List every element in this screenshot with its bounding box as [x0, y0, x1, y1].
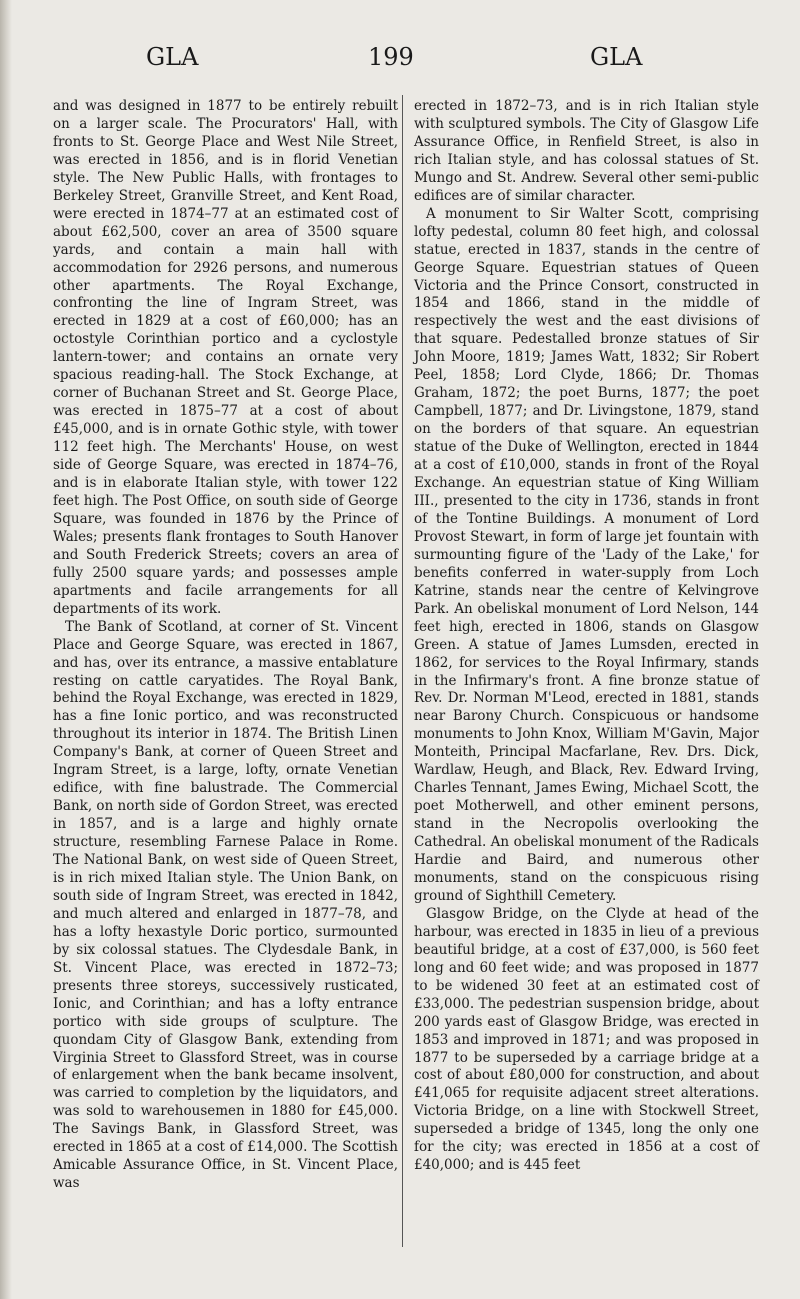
- page-number: 199: [368, 43, 414, 71]
- left-column: [53, 98, 398, 1193]
- header-right-catchword: GLA: [590, 43, 643, 71]
- paragraph: erected in 1872–73, and is in rich Italian style with sculptured symbols. The City of Glasgow Life Assurance Office, in Renfield Street, is also in rich Italian style, and has colossal statues of St. Mungo and St. Andrew. Several other semi-public edifices are of similar character.: [414, 98, 759, 204]
- book-spine-shadow: [0, 0, 12, 1299]
- running-header: [0, 42, 800, 72]
- column-divider: [402, 95, 403, 1247]
- paragraph: and was designed in 1877 to be entirely rebuilt on a larger scale. The Procurators' Hall, with fronts to St. George Place and West Nile Street, was erected in 1856, and is in florid Venetian style. The New Public Halls, with frontages to Berkeley Street, Granville Street, and Kent Road, were erected in 1874–77 at an estimated cost of about £62,500, cover an area of 3500 square yards, and contain a main hall with accommodation for 2926 persons, and numerous other apartments. The Royal Exchange, confronting the line of Ingram Street, was erected in 1829 at a cost of £60,000; has an octostyle Corinthian portico and a cyclostyle lantern-tower; and contains an ornate very spacious reading-hall. The Stock Exchange, at corner of Buchanan Street and St. George Place, was erected in 1875–77 at a cost of about £45,000, and is in ornate Gothic style, with tower 112 feet high. The Merchants' House, on west side of George Square, was erected in 1874–76, and is in elaborate Italian style, with tower 122 feet high. The Post Office, on south side of George Square, was founded in 1876 by the Prince of Wales; presents flank frontages to South Hanover and South Frederick Streets; covers an area of fully 2500 square yards; and possesses ample apartments and facile arrangements for all departments of its work.: [53, 98, 398, 617]
- header-left-catchword: GLA: [146, 43, 199, 71]
- right-column: [414, 98, 759, 1175]
- paragraph: The Bank of Scotland, at corner of St. Vincent Place and George Square, was erected in 1867, and has, over its entrance, a massive entablature resting on cattle caryatides. The Royal Bank, behind the Royal Exchange, was erected in 1829, has a fine Ionic portico, and was reconstructed throughout its interior in 1874. The British Linen Company's Bank, at corner of Queen Street and Ingram Street, is a large, lofty, ornate Venetian edifice, with fine balustrade. The Commercial Bank, on north side of Gordon Street, was erected in 1857, and is a large and highly ornate structure, resembling Farnese Palace in Rome. The National Bank, on west side of Queen Street, is in rich mixed Italian style. The Union Bank, on south side of Ingram Street, was erected in 1842, and much altered and enlarged in 1877–78, and has a lofty hexastyle Doric portico, surmounted by six colossal statues. The Clydesdale Bank, in St. Vincent Place, was erected in 1872–73; presents three storeys, successively rusticated, Ionic, and Corinthian; and has a lofty entrance portico with side groups of sculpture. The quondam City of Glasgow Bank, extending from Virginia Street to Glassford Street, was in course of enlargement when the bank became insolvent, was carried to completion by the liquidators, and was sold to warehousemen in 1880 for £45,000. The Savings Bank, in Glassford Street, was erected in 1865 at a cost of £14,000. The Scottish Amicable Assurance Office, in St. Vincent Place, was: [53, 618, 398, 1192]
- paragraph: A monument to Sir Walter Scott, comprising lofty pedestal, column 80 feet high, and colossal statue, erected in 1837, stands in the centre of George Square. Equestrian statues of Queen Victoria and the Prince Consort, constructed in 1854 and 1866, stand in the middle of respectively the west and the east divisions of that square. Pedestalled bronze statues of Sir John Moore, 1819; James Watt, 1832; Sir Robert Peel, 1858; Lord Clyde, 1866; Dr. Thomas Graham, 1872; the poet Burns, 1877; the poet Campbell, 1877; and Dr. Livingstone, 1879, stand on the borders of that square. An equestrian statue of the Duke of Wellington, erected in 1844 at a cost of £10,000, stands in front of the Royal Exchange. An equestrian statue of King William III., presented to the city in 1736, stands in front of the Tontine Buildings. A monument of Lord Provost Stewart, in form of large jet fountain with surmounting figure of the 'Lady of the Lake,' for benefits conferred in water-supply from Loch Katrine, stands near the centre of Kelvingrove Park. An obeliskal monument of Lord Nelson, 144 feet high, erected in 1806, stands on Glasgow Green. A statue of James Lumsden, erected in 1862, for services to the Royal Infirmary, stands in the Infirmary's front. A fine bronze statue of Rev. Dr. Norman M'Leod, erected in 1881, stands near Barony Church. Conspicuous or handsome monuments to John Knox, William M'Gavin, Major Monteith, Principal Macfarlane, Rev. Drs. Dick, Wardlaw, Heugh, and Black, Rev. Edward Irving, Charles Tennant, James Ewing, Michael Scott, the poet Motherwell, and other eminent persons, stand in the Necropolis overlooking the Cathedral. An obeliskal monument of the Radicals Hardie and Baird, and numerous other monuments, stand on the conspicuous rising ground of Sighthill Cemetery.: [414, 205, 759, 904]
- paragraph: Glasgow Bridge, on the Clyde at head of the harbour, was erected in 1835 in lieu of a previous beautiful bridge, at a cost of £37,000, is 560 feet long and 60 feet wide; and was proposed in 1877 to be widened 30 feet at an estimated cost of £33,000. The pedestrian suspension bridge, about 200 yards east of Glasgow Bridge, was erected in 1853 and improved in 1871; and was proposed in 1877 to be superseded by a carriage bridge at a cost of about £80,000 for construction, and about £41,065 for requisite adjacent street alterations. Victoria Bridge, on a line with Stockwell Street, superseded a bridge of 1345, long the only one for the city; was erected in 1856 at a cost of £40,000; and is 445 feet: [414, 905, 759, 1174]
